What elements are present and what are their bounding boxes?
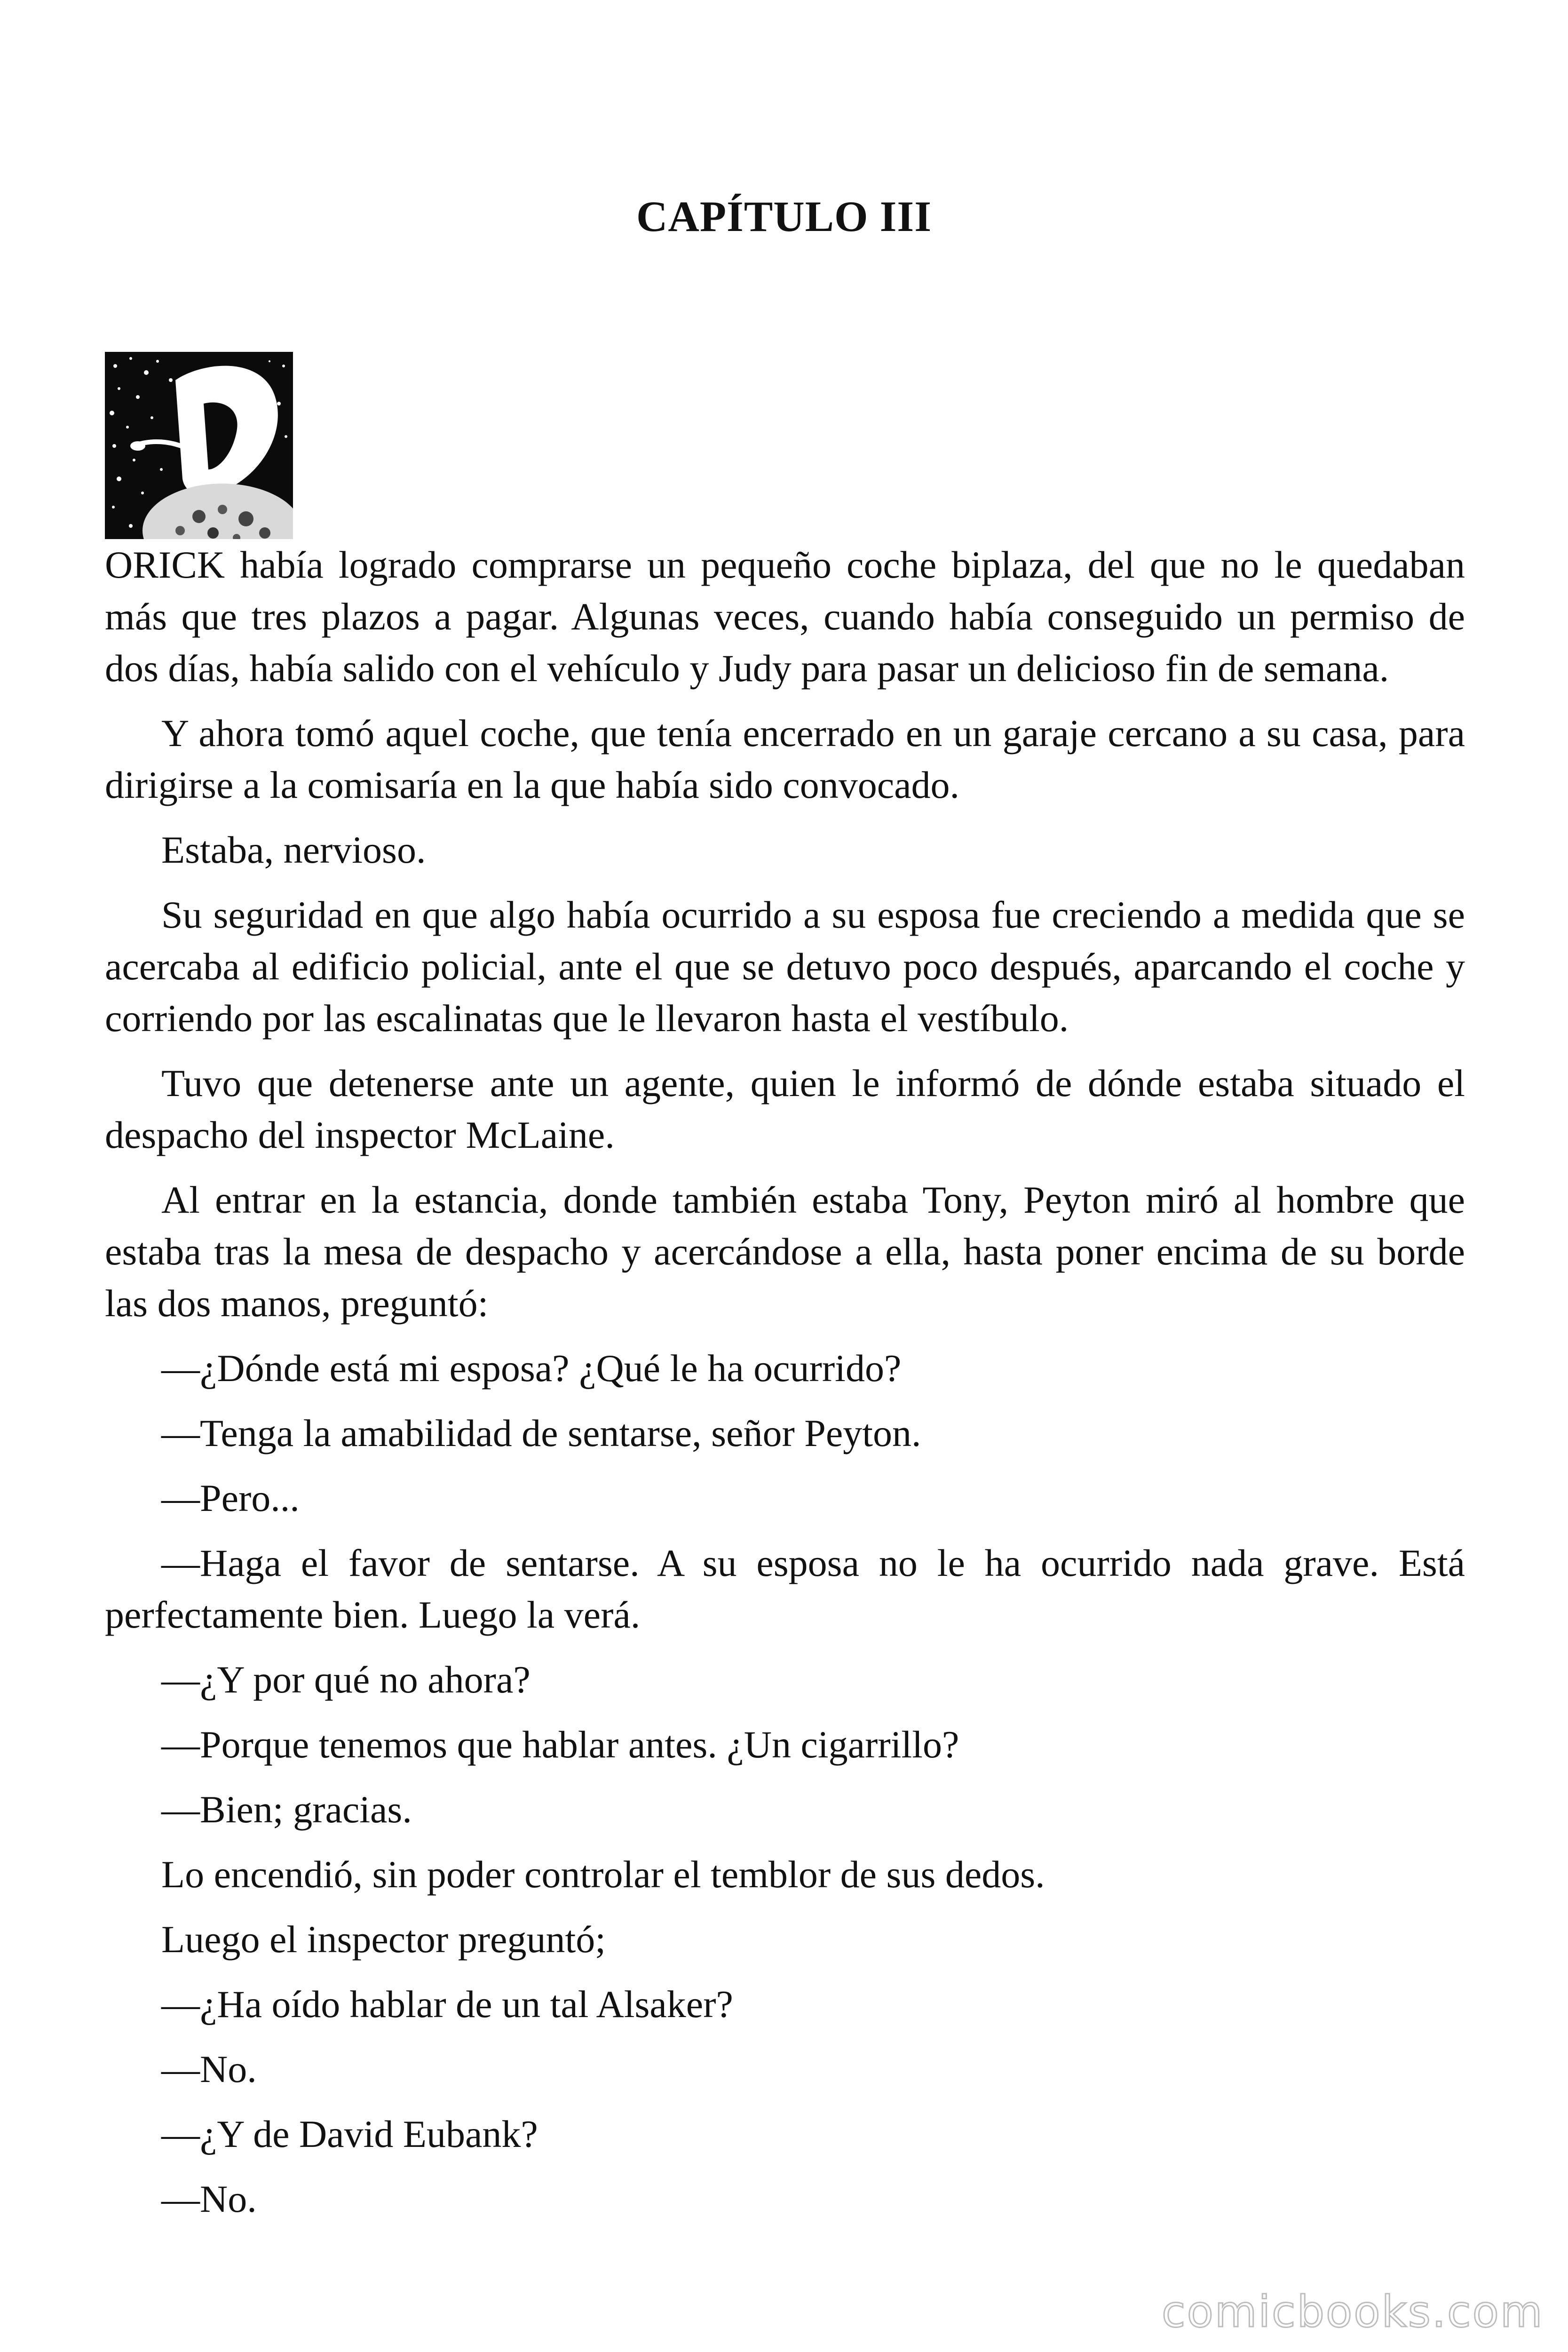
dialog-line-10: —¿Y de David Eubank? bbox=[161, 2113, 538, 2155]
dialog-line-3: —Pero... bbox=[161, 1477, 300, 1519]
dialog-line-2: —Tenga la amabilidad de sentarse, señor Peyton. bbox=[161, 1412, 921, 1454]
dialog-line-7: —Bien; gracias. bbox=[161, 1788, 412, 1831]
paragraph-3: Estaba, nervioso. bbox=[161, 828, 426, 871]
paragraph-1: ORICK había logrado comprarse un pequeño coche biplaza, del que no le quedaban más que tres plazos a pagar. Algunas veces, cuando había conseguido un permiso de dos días, había salido con el vehículo y Judy para pasar un delicioso fin de semana. bbox=[105, 543, 1465, 690]
drop-cap-icon bbox=[105, 352, 293, 539]
body-text bbox=[105, 539, 1465, 2238]
paragraph-4: Su seguridad en que algo había ocurrido a su esposa fue creciendo a medida que se acercaba al edificio policial, ante el que se detuvo poco después, aparcando el coche y corriendo por las escalinatas que le llevaron hasta el vestíbulo. bbox=[105, 893, 1465, 1040]
paragraph-6: Al entrar en la estancia, donde también estaba Tony, Peyton miró al hombre que estaba tras la mesa de despacho y acercándose a ella, hasta poner encima de su borde las dos manos, preguntó: bbox=[105, 1178, 1465, 1325]
dialog-line-9: —No. bbox=[161, 2048, 257, 2090]
dialog-line-8: —¿Ha oído hablar de un tal Alsaker? bbox=[161, 1983, 733, 2026]
chapter-title: CAPÍTULO III bbox=[636, 192, 932, 240]
paragraph-2: Y ahora tomó aquel coche, que tenía encerrado en un garaje cercano a su casa, para dirigirse a la comisaría en la que había sido convocado. bbox=[105, 712, 1465, 806]
dialog-line-5: —¿Y por qué no ahora? bbox=[161, 1658, 531, 1701]
dialog-line-4: —Haga el favor de sentarse. A su esposa no le ha ocurrido nada grave. Está perfectamente bien. Luego la verá. bbox=[105, 1542, 1465, 1636]
dialog-line-6: —Porque tenemos que hablar antes. ¿Un cigarrillo? bbox=[161, 1723, 959, 1766]
watermark: comicbooks.com bbox=[1162, 2287, 1544, 2337]
dialog-line-11: —No. bbox=[161, 2177, 257, 2220]
narration-line-2: Luego el inspector preguntó; bbox=[161, 1918, 606, 1961]
dialog-line-1: —¿Dónde está mi esposa? ¿Qué le ha ocurrido? bbox=[161, 1347, 902, 1390]
paragraph-5: Tuvo que detenerse ante un agente, quien le informó de dónde estaba situado el despacho del inspector McLaine. bbox=[105, 1062, 1465, 1156]
narration-line-1: Lo encendió, sin poder controlar el temblor de sus dedos. bbox=[161, 1853, 1045, 1896]
